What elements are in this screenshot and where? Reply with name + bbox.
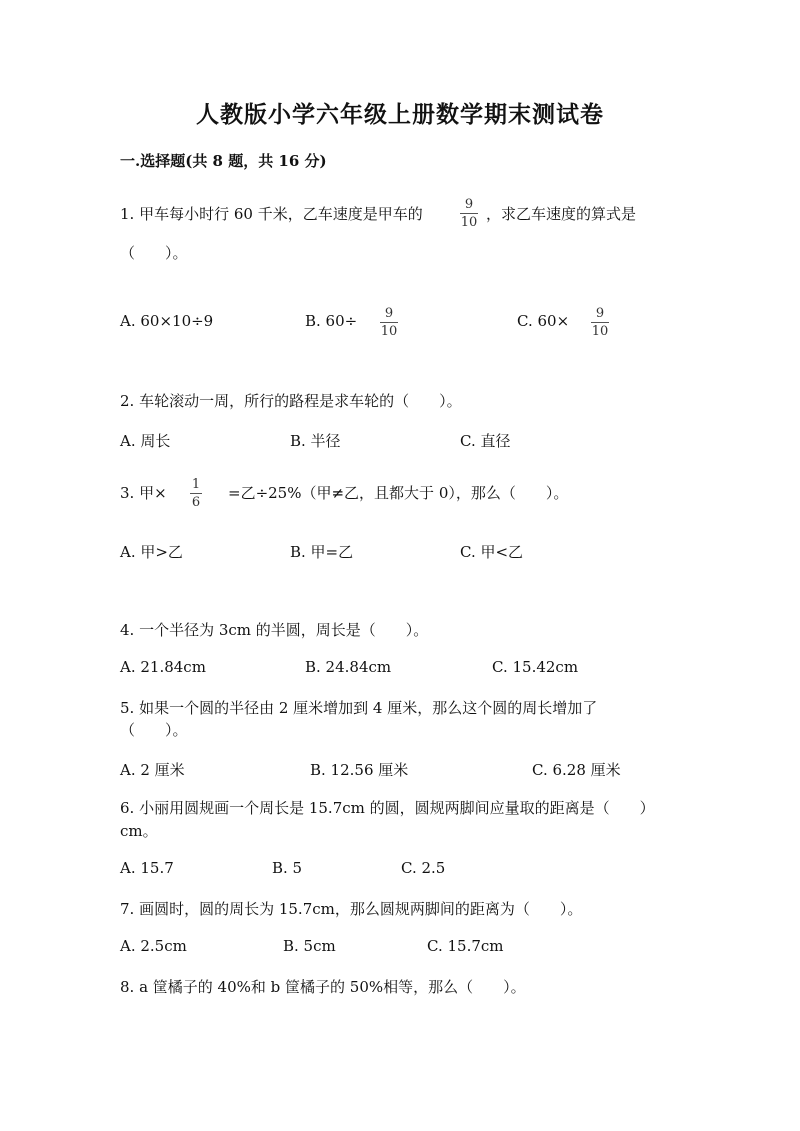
question-5-option-a: A. 2 厘米: [120, 761, 185, 779]
question-2-option-c: C. 直径: [460, 432, 511, 450]
fraction-bar: [380, 322, 398, 323]
question-3-text-b: =乙÷25%（甲≠乙，且都大于 0），那么（ ）。: [228, 484, 569, 502]
question-5-option-c: C. 6.28 厘米: [532, 761, 621, 779]
fraction-bar: [460, 213, 478, 214]
question-1-text-a: 1. 甲车每小时行 60 千米，乙车速度是甲车的: [120, 205, 423, 223]
fraction-denominator: 10: [591, 324, 609, 339]
question-3-option-b: B. 甲=乙: [290, 543, 354, 561]
fraction-numerator: 9: [595, 306, 605, 321]
fraction-numerator: 9: [384, 306, 394, 321]
question-5-option-b: B. 12.56 厘米: [310, 761, 409, 779]
question-4-option-b: B. 24.84cm: [305, 658, 392, 676]
question-4-option-a: A. 21.84cm: [120, 658, 206, 676]
question-7-text: 7. 画圆时，圆的周长为 15.7cm，那么圆规两脚间的距离为（ ）。: [120, 900, 583, 918]
fraction-bar: [190, 493, 202, 494]
fraction-numerator: 9: [464, 197, 474, 212]
question-3-fraction: [190, 477, 202, 510]
section-heading: 一.选择题(共 8 题，共 16 分): [120, 152, 327, 170]
question-1-option-b: B. 60÷: [305, 312, 358, 330]
question-3-option-c: C. 甲<乙: [460, 543, 524, 561]
question-2-option-b: B. 半径: [290, 432, 341, 450]
question-6-option-a: A. 15.7: [120, 859, 174, 877]
question-3-text-a: 3. 甲×: [120, 484, 167, 502]
question-2-option-a: A. 周长: [120, 432, 171, 450]
fraction-bar: [591, 322, 609, 323]
fraction-denominator: 6: [191, 495, 201, 510]
question-1-option-c-fraction: [591, 306, 609, 339]
fraction-numerator: 1: [191, 477, 201, 492]
fraction-denominator: 10: [460, 215, 478, 230]
fraction-denominator: 10: [380, 324, 398, 339]
page-title: 人教版小学六年级上册数学期末测试卷: [196, 101, 604, 128]
question-5-text-b: （ ）。: [120, 721, 188, 739]
question-6-option-c: C. 2.5: [401, 859, 446, 877]
question-3-option-a: A. 甲>乙: [120, 543, 183, 561]
question-1-option-b-fraction: [380, 306, 398, 339]
question-6-option-b: B. 5: [272, 859, 303, 877]
question-4-option-c: C. 15.42cm: [492, 658, 579, 676]
question-1-fraction: [460, 197, 478, 230]
question-5-text-a: 5. 如果一个圆的半径由 2 厘米增加到 4 厘米，那么这个圆的周长增加了: [120, 699, 598, 717]
question-7-option-c: C. 15.7cm: [427, 937, 504, 955]
question-1-option-c: C. 60×: [517, 312, 570, 330]
question-7-option-b: B. 5cm: [283, 937, 336, 955]
question-6-text-a: 6. 小丽用圆规画一个周长是 15.7cm 的圆，圆规两脚间应量取的距离是（ ）: [120, 799, 655, 817]
question-2-text: 2. 车轮滚动一周，所行的路程是求车轮的（ ）。: [120, 392, 462, 410]
question-1-text-b: ，求乙车速度的算式是: [486, 205, 637, 223]
question-1-option-a: A. 60×10÷9: [120, 312, 214, 330]
question-4-text: 4. 一个半径为 3cm 的半圆，周长是（ ）。: [120, 621, 429, 639]
question-1-text-c: （ ）。: [120, 244, 188, 262]
question-7-option-a: A. 2.5cm: [120, 937, 187, 955]
question-6-text-b: cm。: [120, 822, 158, 840]
question-8-text: 8. a 筐橘子的 40%和 b 筐橘子的 50%相等，那么（ ）。: [120, 978, 526, 996]
